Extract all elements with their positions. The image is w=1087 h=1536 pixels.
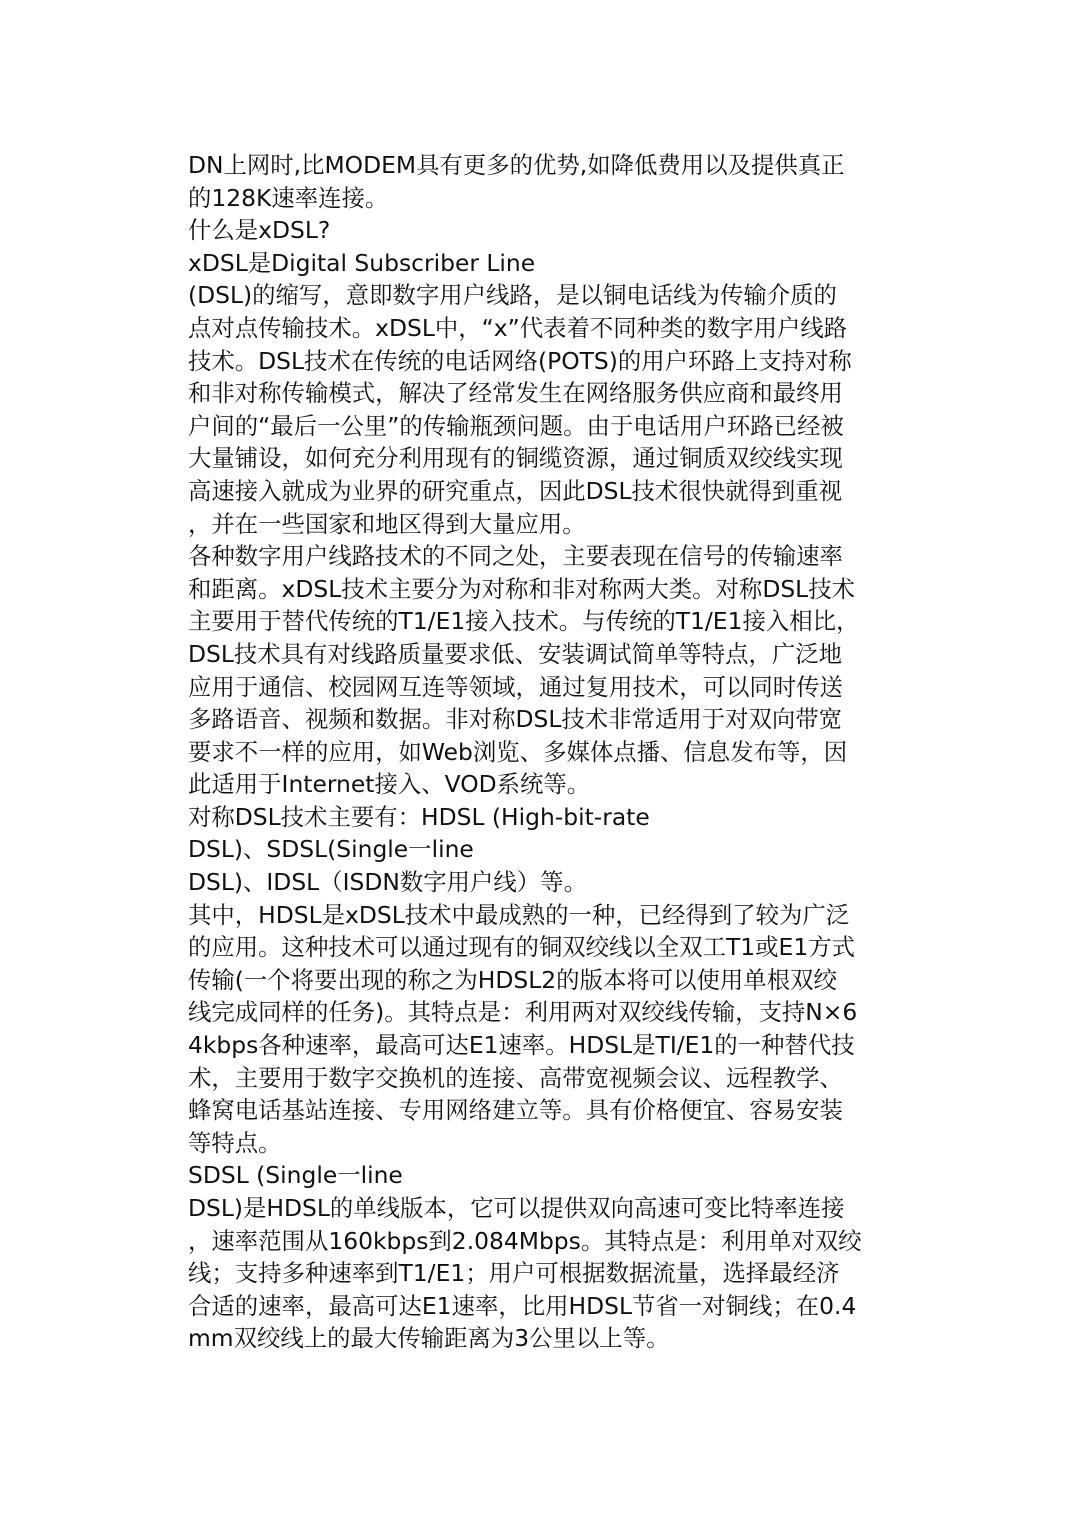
text-line: DSL)是HDSL的单线版本，它可以提供双向高速可变比特率连接	[188, 1194, 845, 1222]
text-line: SDSL (Single一line	[188, 1161, 403, 1190]
text-line: 主要用于替代传统的T1/E1接入技术。与传统的T1/E1接入相比，	[188, 607, 860, 636]
text-line: 此适用于Internet接入、VOD系统等。	[188, 770, 591, 799]
text-line: 对称DSL技术主要有：HDSL (High-bit-rate	[188, 802, 650, 831]
text-line: 术，主要用于数字交换机的连接、高带宽视频会议、远程教学、	[188, 1063, 843, 1092]
text-line: (DSL)的缩写，意即数字用户线路，是以铜电话线为传输介质的	[188, 281, 837, 310]
text-line: 线；支持多种速率到T1/E1；用户可根据数据流量，选择最经济	[188, 1259, 840, 1288]
text-line: 等特点。	[188, 1128, 282, 1157]
text-line: 的128K速率连接。	[188, 183, 389, 212]
text-line: 传输(一个将要出现的称之为HDSL2的版本将可以使用单根双绞	[188, 965, 837, 994]
text-line: mm双绞线上的最大传输距离为3公里以上等。	[188, 1324, 670, 1353]
text-line: 其中，HDSL是xDSL技术中最成熟的一种，已经得到了较为广泛	[188, 900, 850, 929]
text-line: 各种数字用户线路技术的不同之处，主要表现在信号的传输速率	[188, 542, 843, 571]
text-line: 线完成同样的任务)。其特点是：利用两对双绞线传输，支持N×6	[188, 998, 858, 1027]
text-line: 技术。DSL技术在传统的电话网络(POTS)的用户环路上支持对称	[188, 346, 852, 375]
text-line: 户间的“最后一公里”的传输瓶颈问题。由于电话用户环路已经被	[188, 411, 844, 440]
text-line: 点对点传输技术。xDSL中，“x”代表着不同种类的数字用户线路	[188, 313, 848, 342]
text-line: 和非对称传输模式，解决了经常发生在网络服务供应商和最终用	[188, 379, 843, 408]
text-line: 4kbps各种速率，最高可达E1速率。HDSL是TI/E1的一种替代技	[188, 1031, 855, 1060]
section-heading: 什么是xDSL?	[188, 216, 331, 245]
text-line: 要求不一样的应用，如Web浏览、多媒体点播、信息发布等，因	[188, 737, 848, 766]
text-line: DSL)、IDSL（ISDN数字用户线）等。	[188, 868, 587, 897]
text-line: DSL)、SDSL(Single一line	[188, 835, 474, 864]
text-line: 蜂窝电话基站连接、专用网络建立等。具有价格便宜、容易安装	[188, 1096, 843, 1125]
text-line: DN上网时,比MODEM具有更多的优势,如降低费用以及提供真正	[188, 151, 845, 179]
text-line: 和距离。xDSL技术主要分为对称和非对称两大类。对称DSL技术	[188, 574, 855, 603]
text-line: 大量铺设，如何充分利用现有的铜缆资源，通过铜质双绞线实现	[188, 444, 843, 473]
text-line: ，并在一些国家和地区得到大量应用。	[188, 509, 586, 538]
text-line: ，速率范围从160kbps到2.084Mbps。其特点是：利用单对双绞	[188, 1226, 862, 1255]
text-line: xDSL是Digital Subscriber Line	[188, 248, 536, 277]
text-line: 合适的速率，最高可达E1速率，比用HDSL节省一对铜线；在0.4	[188, 1291, 857, 1320]
text-line: 的应用。这种技术可以通过现有的铜双绞线以全双工T1或E1方式	[188, 933, 855, 962]
text-line: 应用于通信、校园网互连等领域，通过复用技术，可以同时传送	[188, 672, 843, 701]
text-line: 高速接入就成为业界的研究重点，因此DSL技术很快就得到重视	[188, 476, 843, 505]
text-line: DSL技术具有对线路质量要求低、安装调试简单等特点，广泛地	[188, 639, 843, 668]
text-line: 多路语音、视频和数据。非对称DSL技术非常适用于对双向带宽	[188, 705, 843, 734]
document-body	[188, 149, 900, 1355]
